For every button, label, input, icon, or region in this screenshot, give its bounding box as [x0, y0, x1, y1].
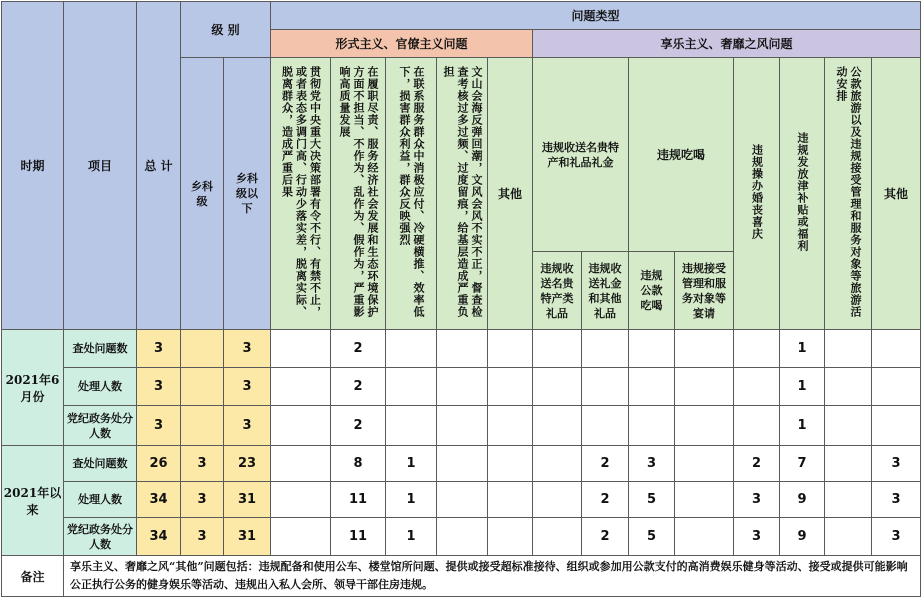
cell-subsidy: 1	[780, 330, 825, 368]
cell-total: 3	[137, 330, 181, 368]
cell-gift-a	[533, 406, 582, 446]
cell-eat-b	[675, 446, 734, 482]
table-row	[2, 406, 921, 446]
cell-total: 34	[137, 482, 181, 518]
cell-subsidy: 1	[780, 368, 825, 406]
cell-below: 31	[224, 482, 271, 518]
header-below-township: 乡科级以下	[224, 58, 271, 330]
cell-township: 3	[181, 482, 224, 518]
header-period: 时期	[2, 2, 64, 330]
cell-total: 26	[137, 446, 181, 482]
cell-h-other: 3	[872, 518, 921, 556]
header-eat-a: 违规公款吃喝	[629, 252, 675, 330]
cell-wedding: 3	[734, 482, 780, 518]
header-subsidy: 违规发放津补贴或福利	[780, 58, 825, 330]
header-f2: 在履职尽责、服务经济社会发展和生态环境保护方面不担当、不作为、乱作为、假作为，严重影响高质量发展	[331, 58, 386, 330]
cell-f3: 1	[386, 446, 437, 482]
cell-f4	[437, 518, 488, 556]
cell-gift-a	[533, 518, 582, 556]
cell-total: 3	[137, 368, 181, 406]
header-issue-type: 问题类型	[271, 2, 921, 30]
cell-subsidy: 9	[780, 518, 825, 556]
cell-travel	[825, 330, 872, 368]
cell-f-other	[488, 406, 533, 446]
cell-total: 34	[137, 518, 181, 556]
cell-h-other	[872, 330, 921, 368]
cell-travel	[825, 482, 872, 518]
cell-f3: 1	[386, 518, 437, 556]
cell-below: 3	[224, 406, 271, 446]
cell-gift-b: 2	[582, 482, 629, 518]
cell-wedding	[734, 368, 780, 406]
cell-f1	[271, 330, 331, 368]
header-h-other: 其他	[872, 58, 921, 330]
cell-gift-a	[533, 368, 582, 406]
cell-f1	[271, 406, 331, 446]
header-f4: 文山会海反弹回潮，文风会风不实不正，督查检查考核过多过频、过度留痕，给基层造成严重负担	[437, 58, 488, 330]
header-level: 级 别	[181, 2, 271, 58]
note-label: 备注	[2, 556, 64, 597]
cell-f1	[271, 518, 331, 556]
table-row	[2, 446, 921, 482]
cell-gift-a	[533, 446, 582, 482]
cell-h-other: 3	[872, 482, 921, 518]
cell-subsidy: 7	[780, 446, 825, 482]
cell-f4	[437, 446, 488, 482]
cell-f-other	[488, 518, 533, 556]
header-f1: 贯彻党中央重大决策部署有令不行、有禁不止，或者表态多调门高、行动少落实差，脱离实际、脱离群众，造成严重后果	[271, 58, 331, 330]
cell-gift-b	[582, 406, 629, 446]
header-total: 总 计	[137, 2, 181, 330]
cell-eat-b	[675, 518, 734, 556]
cell-f1	[271, 446, 331, 482]
cell-wedding	[734, 406, 780, 446]
cell-gift-b: 2	[582, 446, 629, 482]
cell-f-other	[488, 330, 533, 368]
cell-f1	[271, 368, 331, 406]
cell-f1	[271, 482, 331, 518]
cell-gift-b	[582, 368, 629, 406]
cell-f4	[437, 330, 488, 368]
cell-eat-b	[675, 330, 734, 368]
cell-f3: 1	[386, 482, 437, 518]
cell-eat-a	[629, 406, 675, 446]
cell-eat-a	[629, 368, 675, 406]
header-hedonism: 享乐主义、奢靡之风问题	[533, 30, 921, 58]
header-township: 乡科级	[181, 58, 224, 330]
period-label: 2021年以来	[2, 446, 64, 556]
cell-f2: 11	[331, 518, 386, 556]
row-item: 党纪政务处分人数	[64, 406, 137, 446]
note-row	[2, 556, 921, 597]
cell-h-other	[872, 368, 921, 406]
cell-travel	[825, 446, 872, 482]
cell-wedding: 3	[734, 518, 780, 556]
cell-f2: 11	[331, 482, 386, 518]
row-item: 查处问题数	[64, 330, 137, 368]
header-gift: 违规收送名贵特产和礼品礼金	[533, 58, 629, 252]
cell-f2: 2	[331, 406, 386, 446]
cell-township: 3	[181, 446, 224, 482]
cell-f-other	[488, 446, 533, 482]
table-row	[2, 482, 921, 518]
header-formalism: 形式主义、官僚主义问题	[271, 30, 533, 58]
cell-f3	[386, 406, 437, 446]
cell-wedding: 2	[734, 446, 780, 482]
header-f-other: 其他	[488, 58, 533, 330]
cell-f4	[437, 406, 488, 446]
note-text: 享乐主义、奢靡之风“其他”问题包括：违规配备和使用公车、楼堂馆所问题、提供或接受超标准接待、组织或参加用公款支付的高消费娱乐健身等活动、接受或提供可能影响公正执行公务的健身娱乐等活动、违规出入私人会所、领导干部住房违规。	[64, 556, 921, 597]
cell-wedding	[734, 330, 780, 368]
cell-below: 31	[224, 518, 271, 556]
header-eat-b: 违规接受管理和服务对象等宴请	[675, 252, 734, 330]
cell-eat-a	[629, 330, 675, 368]
cell-subsidy: 9	[780, 482, 825, 518]
header-f3: 在联系服务群众中消极应付、冷硬横推、效率低下，损害群众利益，群众反映强烈	[386, 58, 437, 330]
table-row	[2, 330, 921, 368]
cell-f2: 2	[331, 330, 386, 368]
cell-below: 3	[224, 368, 271, 406]
cell-f2: 2	[331, 368, 386, 406]
cell-township	[181, 368, 224, 406]
cell-gift-b: 2	[582, 518, 629, 556]
cell-below: 23	[224, 446, 271, 482]
header-wedding: 违规操办婚丧喜庆	[734, 58, 780, 330]
cell-f4	[437, 368, 488, 406]
cell-township: 3	[181, 518, 224, 556]
cell-h-other: 3	[872, 446, 921, 482]
row-item: 处理人数	[64, 368, 137, 406]
header-eat: 违规吃喝	[629, 58, 734, 252]
cell-f3	[386, 330, 437, 368]
cell-f-other	[488, 368, 533, 406]
header-gift-b: 违规收送礼金和其他礼品	[582, 252, 629, 330]
cell-f-other	[488, 482, 533, 518]
header-gift-a: 违规收送名贵特产类礼品	[533, 252, 582, 330]
cell-total: 3	[137, 406, 181, 446]
cell-below: 3	[224, 330, 271, 368]
cell-township	[181, 406, 224, 446]
cell-gift-a	[533, 482, 582, 518]
row-item: 处理人数	[64, 482, 137, 518]
cell-travel	[825, 406, 872, 446]
statistics-table	[1, 1, 921, 597]
row-item: 党纪政务处分人数	[64, 518, 137, 556]
cell-eat-a: 3	[629, 446, 675, 482]
cell-travel	[825, 368, 872, 406]
cell-gift-b	[582, 330, 629, 368]
cell-f2: 8	[331, 446, 386, 482]
cell-eat-b	[675, 368, 734, 406]
table-row	[2, 368, 921, 406]
cell-gift-a	[533, 330, 582, 368]
cell-eat-b	[675, 482, 734, 518]
cell-eat-a: 5	[629, 518, 675, 556]
cell-township	[181, 330, 224, 368]
table-row	[2, 518, 921, 556]
cell-subsidy: 1	[780, 406, 825, 446]
cell-f4	[437, 482, 488, 518]
cell-f3	[386, 368, 437, 406]
header-item: 项目	[64, 2, 137, 330]
cell-eat-a: 5	[629, 482, 675, 518]
header-travel: 公款旅游以及违规接受管理和服务对象等旅游活动安排	[825, 58, 872, 330]
row-item: 查处问题数	[64, 446, 137, 482]
cell-travel	[825, 518, 872, 556]
cell-h-other	[872, 406, 921, 446]
cell-eat-b	[675, 406, 734, 446]
period-label: 2021年6月份	[2, 330, 64, 446]
